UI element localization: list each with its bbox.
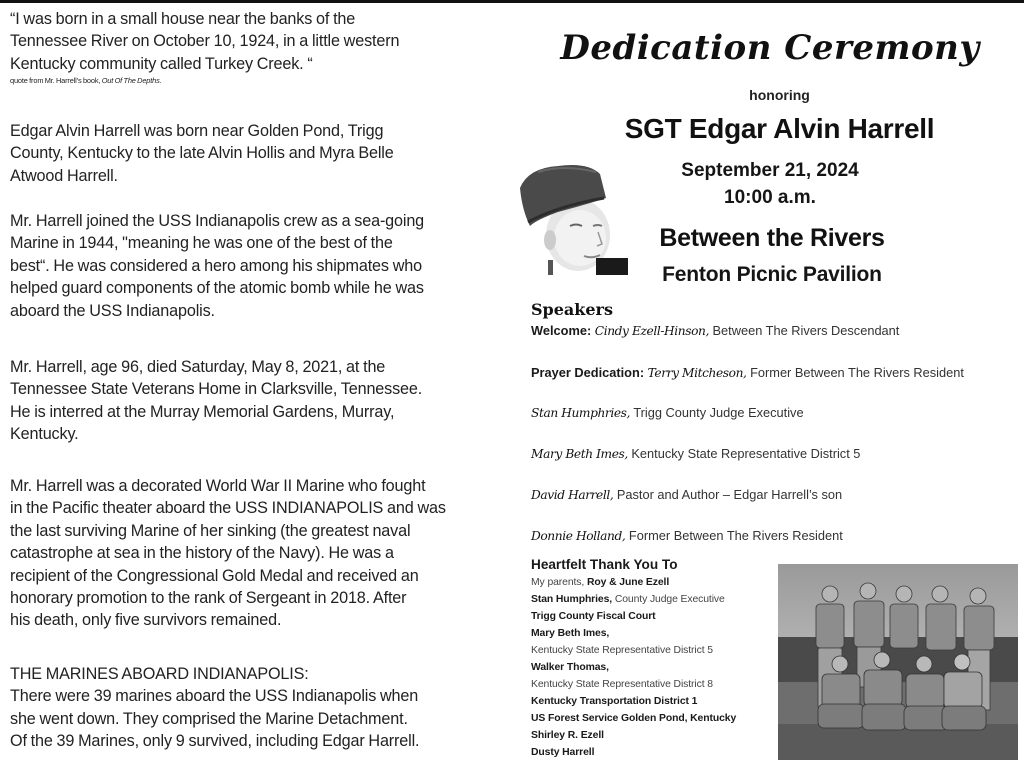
thanks-item [531, 662, 609, 673]
speaker-desc: Former Between The Rivers Resident [746, 365, 964, 380]
book-title: Out Of The Depths. [101, 76, 162, 86]
text-line: catastrophe at sea in the history of the Navy). He was a [10, 544, 394, 563]
speaker-item [531, 446, 860, 461]
paragraph-death [10, 356, 510, 446]
quote-line: Kentucky community called Turkey Creek. “ [10, 54, 313, 73]
thanks-item [531, 611, 656, 622]
speaker-desc: Former Between The Rivers Resident [625, 528, 843, 543]
marines-group-photo [778, 564, 1018, 760]
paragraph-marines [10, 663, 510, 753]
event-date: September 21, 2024 [681, 160, 859, 181]
text-line: his death, only five survivors remained. [10, 611, 282, 630]
text-line: in the Pacific theater aboard the USS INDIANAPOLIS and was [10, 499, 446, 518]
speaker-name: David Harrell, [531, 488, 614, 502]
thanks-text: County Judge Executive [612, 594, 725, 605]
thanks-item [531, 577, 669, 588]
thanks-name: Trigg County Fiscal Court [531, 611, 656, 622]
quote-line: “I was born in a small house near the banks of the [10, 10, 356, 28]
text-line: There were 39 marines aboard the USS Indianapolis when [10, 687, 419, 706]
ceremony-title: Dedication Ceremony [560, 28, 980, 68]
paragraph-birth [10, 120, 510, 187]
text-line: Mr. Harrell, age 96, died Saturday, May 8, 2021, at the [10, 358, 386, 376]
text-line: best“. He was considered a hero among his shipmates who [10, 256, 422, 275]
text-line: Tennessee State Veterans Home in Clarksville, Tennessee. [10, 380, 423, 399]
speaker-name: Stan Humphries, [531, 406, 630, 420]
quote-line: Tennessee River on October 10, 1924, in a little western [10, 32, 400, 51]
text-line: Edgar Alvin Harrell was born near Golden Pond, Trigg [10, 122, 384, 140]
ceremony-column [515, 0, 1024, 768]
thanks-item [531, 594, 725, 605]
speaker-name: Terry Mitcheson, [647, 366, 747, 380]
speaker-name: Donnie Holland, [531, 529, 626, 543]
thanks-item [531, 679, 713, 690]
speaker-desc: Kentucky State Representative District 5 [627, 446, 861, 461]
text-line: recipient of the Congressional Gold Medal and received an [10, 566, 419, 585]
text-line: Of the 39 Marines, only 9 survived, including Edgar Harrell. [10, 732, 420, 751]
speaker-item [531, 487, 842, 502]
speaker-item [531, 528, 843, 543]
section-heading: THE MARINES ABOARD INDIANAPOLIS: [10, 665, 309, 683]
speaker-item [531, 323, 899, 338]
text-line: County, Kentucky to the late Alvin Hollis and Myra Belle [10, 144, 394, 163]
paragraph-service [10, 210, 510, 322]
thanks-item [531, 645, 713, 656]
speaker-role: Prayer Dedication: [531, 365, 648, 380]
event-venue: Fenton Picnic Pavilion [662, 263, 882, 286]
thanks-item [531, 713, 736, 724]
thanks-text: Kentucky State Representative District 8 [531, 679, 713, 690]
text-line: she went down. They comprised the Marine Detachment. [10, 709, 408, 728]
thanks-name: Stan Humphries, [531, 594, 613, 605]
thanks-name: Roy & June Ezell [586, 577, 670, 588]
speaker-item [531, 365, 964, 380]
speaker-desc: Between The Rivers Descendant [708, 323, 900, 338]
thanks-name: Kentucky Transportation District 1 [531, 696, 698, 707]
event-time: 10:00 a.m. [724, 187, 816, 208]
text-line: honorary promotion to the rank of Sergeant in 2018. After [10, 589, 407, 608]
honoree-name: SGT Edgar Alvin Harrell [624, 113, 935, 144]
speaker-name: Cindy Ezell-Hinson, [594, 324, 709, 338]
text-line: the last surviving Marine of her sinking (the greatest naval [10, 521, 411, 540]
text-line: Mr. Harrell joined the USS Indianapolis crew as a sea-going [10, 212, 425, 230]
honoring-label: honoring [749, 87, 810, 103]
event-location: Between the Rivers [659, 224, 885, 252]
thanks-item [531, 730, 604, 741]
speaker-desc: Pastor and Author – Edgar Harrell’s son [613, 487, 843, 502]
text-line: Mr. Harrell was a decorated World War II Marine who fought [10, 477, 426, 495]
thanks-item [531, 628, 609, 639]
paragraph-decorated [10, 475, 510, 632]
thanks-name: US Forest Service Golden Pond, Kentucky [531, 713, 737, 724]
thanks-item [531, 696, 697, 707]
speaker-desc: Trigg County Judge Executive [630, 405, 804, 420]
text-line: aboard the USS Indianapolis. [10, 301, 215, 320]
speaker-role: Welcome: [531, 323, 595, 338]
opening-quote [10, 8, 510, 86]
quote-source: quote from Mr. Harrell’s book, Out Of The Depths. [10, 76, 162, 86]
thanks-text: Kentucky State Representative District 5 [531, 645, 713, 656]
text-line: Kentucky. [10, 425, 79, 444]
text-line: Atwood Harrell. [10, 166, 118, 185]
thanks-name: Dusty Harrell [531, 747, 595, 758]
speaker-item [531, 405, 804, 420]
thanks-item [531, 747, 594, 758]
thanks-heading: Heartfelt Thank You To [531, 557, 678, 572]
thanks-name: Mary Beth Imes, [531, 628, 610, 639]
text-line: He is interred at the Murray Memorial Gardens, Murray, [10, 402, 395, 421]
speakers-heading: Speakers [531, 300, 613, 319]
text-line: helped guard components of the atomic bomb while he was [10, 279, 424, 298]
portrait-photo [518, 160, 628, 275]
text-line: Marine in 1944, "meaning he was one of the best of the [10, 234, 393, 253]
thanks-name: Shirley R. Ezell [531, 730, 604, 741]
speaker-name: Mary Beth Imes, [531, 447, 628, 461]
thanks-name: Walker Thomas, [531, 662, 609, 673]
thanks-text: My parents, [531, 577, 587, 588]
